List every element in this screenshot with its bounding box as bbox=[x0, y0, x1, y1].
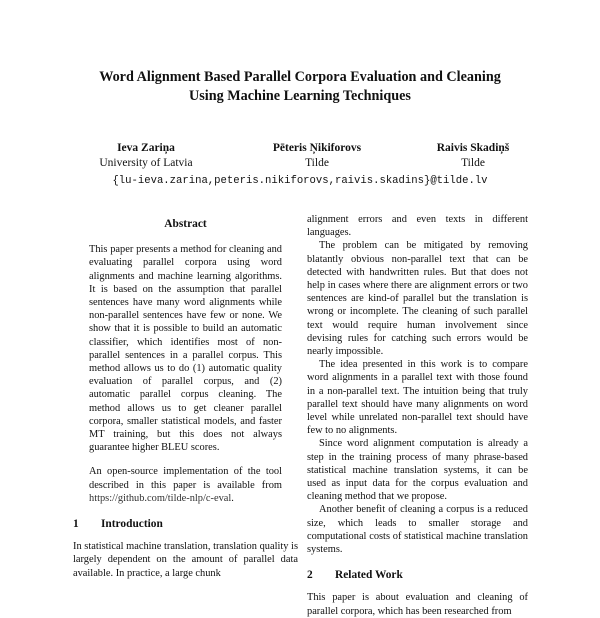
author-name: Pēteris Ņikiforovs bbox=[272, 142, 362, 154]
abstract-heading: Abstract bbox=[164, 218, 207, 230]
body-paragraph: The idea presented in this work is to compare word alignments in a parallel text with those found in a non-parallel text. The intuition being that truly parallel text should have many alignments on word level while unrelated non-parallel text should have few to no alignments. bbox=[307, 359, 528, 437]
author-affiliation: Tilde bbox=[461, 157, 485, 169]
title-line-1: Word Alignment Based Parallel Corpora Evaluation and Cleaning bbox=[99, 69, 501, 85]
right-column bbox=[307, 213, 528, 618]
availability-end: . bbox=[231, 492, 234, 504]
section-number: 1 bbox=[73, 518, 79, 531]
title-line-2: Using Machine Learning Techniques bbox=[189, 88, 411, 104]
section-number: 2 bbox=[307, 569, 313, 582]
section-title: Introduction bbox=[101, 518, 163, 531]
section-heading-related-work bbox=[307, 569, 528, 582]
paper-title bbox=[40, 68, 560, 106]
body-paragraph: Another benefit of cleaning a corpus is a reduced size, which leads to smaller storage and computational costs of statistical machine translation systems. bbox=[307, 504, 528, 556]
abstract-body bbox=[89, 243, 282, 505]
introduction-body bbox=[73, 540, 298, 580]
author-name: Ieva Zariņa bbox=[117, 142, 175, 154]
abstract-paragraph: This paper presents a method for cleaning and evaluating parallel corpora using word alignments and machine learning algorithms. It is based on the assumption that parallel sentences have many word alignments while non-parallel sentences have few or none. We show that it is possible to build an automatic classifier, which identifies most of non-parallel sentences in a parallel corpus. This method allows us to do (1) automatic quality evaluation of parallel corpus, and (2) automatic parallel corpus cleaning. The method allows us to get cleaner parallel corpora, smaller statistical models, and faster MT training, but this does not always guarantee higher BLEU scores. bbox=[89, 244, 282, 454]
body-paragraph: alignment errors and even texts in different languages. bbox=[307, 214, 528, 239]
author-emails: {lu-ieva.zarina,peteris.nikiforovs,raivis.skadins}@tilde.lv bbox=[112, 175, 488, 187]
author-block-3 bbox=[393, 141, 553, 171]
availability-text: An open-source implementation of the tool described in this paper is available from bbox=[89, 466, 282, 491]
section-title: Related Work bbox=[335, 569, 403, 582]
abstract-availability-paragraph bbox=[89, 465, 282, 505]
author-affiliation: University of Latvia bbox=[99, 157, 193, 169]
left-column bbox=[73, 218, 298, 580]
author-block-1 bbox=[66, 141, 226, 171]
github-link[interactable]: https://github.com/tilde-nlp/c-eval bbox=[89, 492, 232, 504]
author-affiliation: Tilde bbox=[305, 157, 329, 169]
section-heading-introduction bbox=[73, 518, 286, 531]
author-name: Raivis Skadiņš bbox=[436, 142, 510, 154]
body-paragraph: This paper is about evaluation and cleaning of parallel corpora, which has been researched from bbox=[307, 592, 528, 617]
author-block-2 bbox=[237, 141, 397, 171]
body-paragraph: The problem can be mitigated by removing blatantly obvious non-parallel text that can be detected with handwritten rules. But that does not help in cases where there are alignment errors or two sentences are kind-of parallel but the translation is wrong or incomplete. The cleaning of such parallel text would require human involvement since devising rules for catching such errors would be nearly impossible. bbox=[307, 240, 528, 358]
body-paragraph: Since word alignment computation is already a step in the training process of many phrase-based statistical machine translation systems, it can be used as input data for the corpus evaluation and cleaning method that we propose. bbox=[307, 438, 528, 503]
body-paragraph: In statistical machine translation, translation quality is largely dependent on the amount of parallel data available. In practice, a large chunk bbox=[73, 541, 298, 579]
